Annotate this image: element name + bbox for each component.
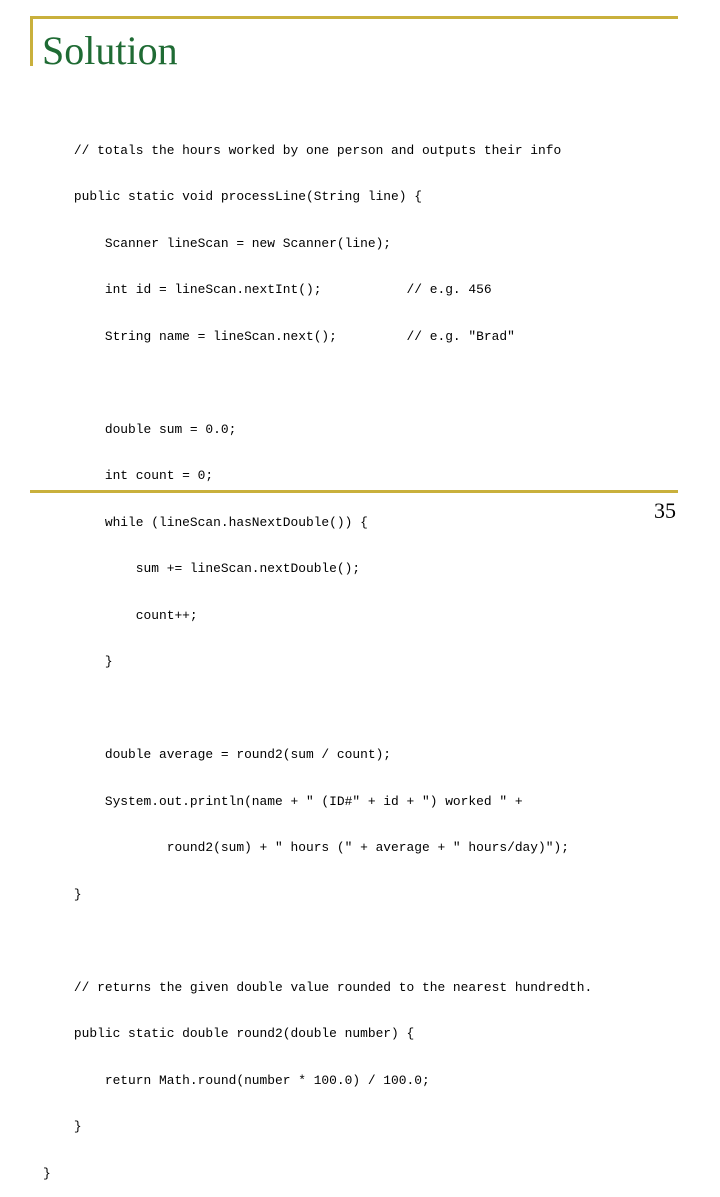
- code-line: }: [12, 886, 82, 902]
- frame-top-rule: [30, 16, 678, 19]
- code-line: // totals the hours worked by one person and outputs their info: [12, 142, 562, 158]
- code-line: double sum = 0.0;: [12, 421, 237, 437]
- code-line: Scanner lineScan = new Scanner(line);: [12, 235, 392, 251]
- code-line: round2(sum) + " hours (" + average + " hours/day)");: [12, 840, 569, 855]
- code-block: [12, 127, 592, 1197]
- code-line: [12, 375, 592, 391]
- code-line: count++;: [12, 607, 198, 623]
- code-line: int id = lineScan.nextInt(); // e.g. 456: [12, 282, 492, 297]
- code-line: int count = 0;: [12, 468, 214, 483]
- page-number: 35: [654, 498, 676, 523]
- code-line: [12, 701, 592, 717]
- slide-title: Solution: [42, 28, 178, 73]
- frame-left-rule: [30, 16, 33, 66]
- code-line: public static void processLine(String line) {: [12, 189, 422, 204]
- code-line: [12, 933, 592, 949]
- code-line: return Math.round(number * 100.0) / 100.0;: [12, 1072, 430, 1088]
- code-line: public static double round2(double number) {: [12, 1026, 415, 1041]
- code-line: }: [12, 1165, 51, 1181]
- code-line: double average = round2(sum / count);: [12, 747, 392, 762]
- code-line: while (lineScan.hasNextDouble()) {: [12, 514, 368, 530]
- code-line: sum += lineScan.nextDouble();: [12, 561, 361, 576]
- code-line: }: [12, 654, 113, 669]
- code-line: }: [12, 1119, 82, 1134]
- code-line: String name = lineScan.next(); // e.g. "Brad": [12, 328, 515, 344]
- code-line: // returns the given double value rounded to the nearest hundredth.: [12, 979, 593, 995]
- code-line: System.out.println(name + " (ID#" + id + ") worked " +: [12, 793, 523, 809]
